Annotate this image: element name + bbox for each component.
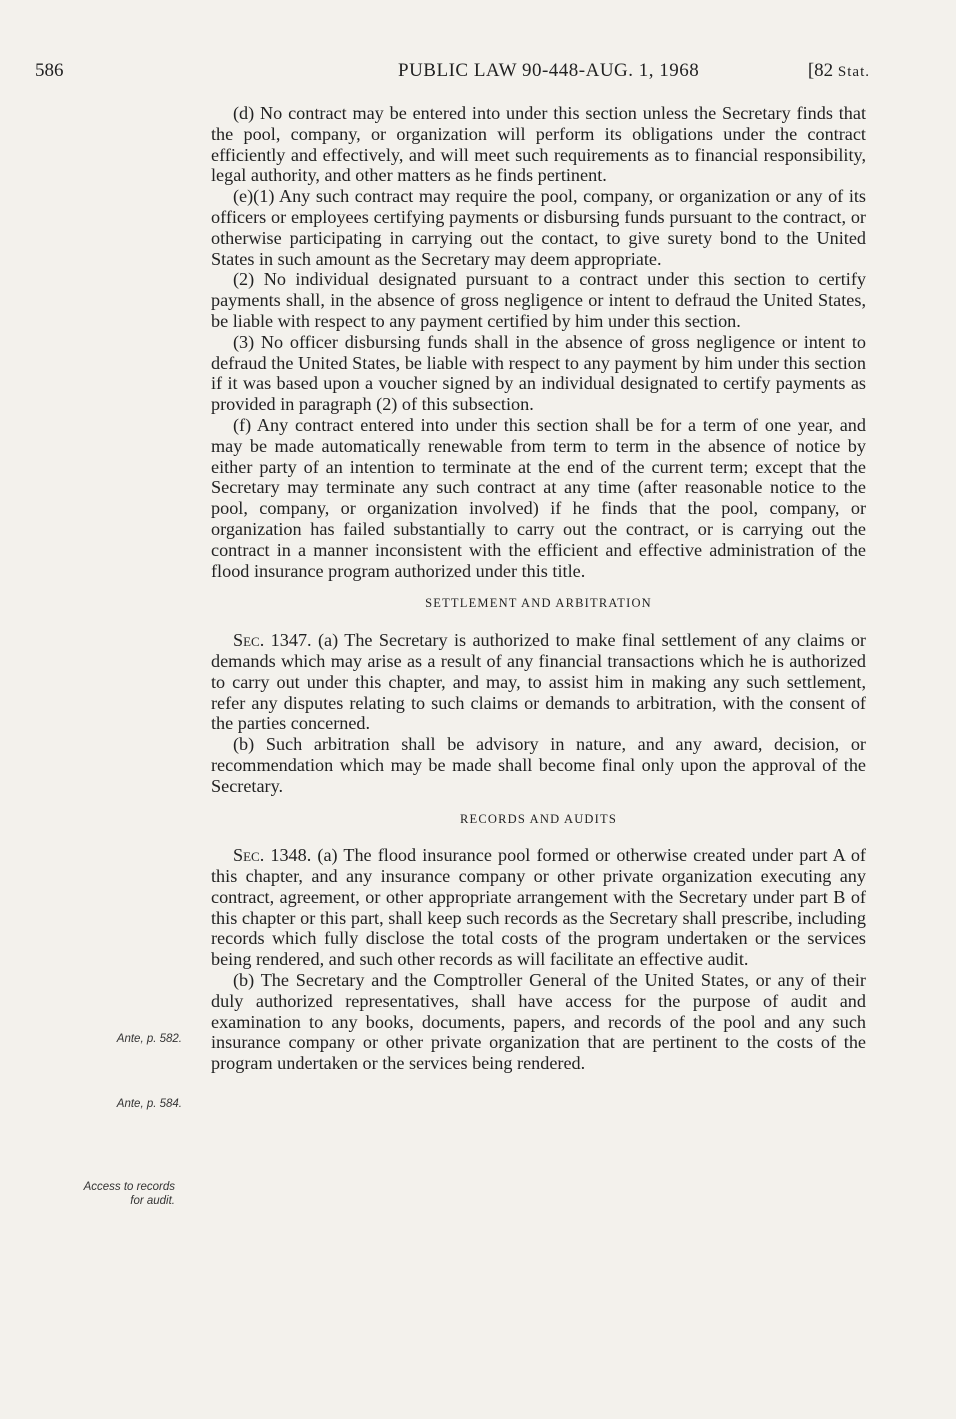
section-1347-a-text: (a) The Secretary is authorized to make final settlement of any claims or demands which may arise as a result of any financial transactions which he is authorized to carry out under this chapter, and may, to assist him in making any such settlement, refer any disputes relating to such claims or demands to arbitration, with the consent of the parties concerned.	[211, 630, 866, 734]
margin-note-access-records: Access to records for audit.	[83, 1181, 175, 1207]
section-1347-label: Sec. 1347.	[233, 630, 312, 651]
statute-label: Stat.	[837, 64, 870, 80]
section-1348-a-text: (a) The flood insurance pool formed or otherwise created under part A of this chapter, and any insurance company or other private organization executing any contract, agreement, or other appropriate arrangement with the Secretary under part B of this chapter or this part, shall keep such records as the Secretary shall prescribe, including records which fully disclose the total costs of the program undertaken or the services being rendered, and such other records as will facilitate an effective audit.	[211, 845, 866, 970]
section-1347-b: (b) Such arbitration shall be advisory in nature, and any award, decision, or recommendation which may be made shall become final only upon the approval of the Secretary.	[211, 734, 866, 796]
heading-records-audits: RECORDS AND AUDITS	[459, 811, 618, 826]
paragraph-f: (f) Any contract entered into under this section shall be for a term of one year, and may be made automatically renewable from term to term in the absence of notice by either party of an intention to terminate at the end of the current term; except that the Secretary may terminate any such contract at any time (after reasonable notice to the pool, company, or organization involved) if he finds that the pool, company, or organization has failed substantially to carry out the contract, or is carrying out the contract in a manner inconsistent with the efficient and effective administration of the flood insurance program authorized under this title.	[211, 414, 866, 581]
statute-prefix: [82	[807, 60, 838, 81]
margin-note-ante-584: Ante, p. 584.	[116, 1098, 182, 1110]
paragraph-e2: (2) No individual designated pursuant to a contract under this section to certify payments shall, in the absence of gross negligence or intent to defraud the United States, be liable with respect to any payment certified by him under this section.	[211, 269, 866, 331]
margin-note-ante-582: Ante, p. 582.	[116, 1033, 182, 1045]
running-title: PUBLIC LAW 90-448-AUG. 1, 1968	[398, 60, 700, 81]
page-number: 586	[35, 60, 64, 81]
paragraph-d: (d) No contract may be entered into under this section unless the Secretary finds that the pool, company, or organization will perform its obligations under the contract efficiently and effectively, and will meet such requirements as to financial responsibility, legal authority, and other matters as he finds pertinent.	[211, 103, 866, 186]
section-1348-label: Sec. 1348.	[233, 845, 312, 866]
section-1347-a	[211, 630, 866, 734]
paragraph-e1: (e)(1) Any such contract may require the pool, company, or organization or any of its officers or employees certifying payments or disbursing funds pursuant to the contract, or otherwise participating in carrying out the contact, to give surety bond to the United States in such amount as the Secretary may deem appropriate.	[211, 186, 866, 269]
body-text	[211, 103, 866, 1074]
section-1348-b: (b) The Secretary and the Comptroller General of the United States, or any of their duly authorized representatives, shall have access for the purpose of audit and examination to any books, documents, papers, and records of the pool and any such insurance company or other private organization that are pertinent to the costs of the program undertaken or the services being rendered.	[211, 970, 866, 1074]
heading-settlement-arbitration: SETTLEMENT AND ARBITRATION	[425, 596, 652, 611]
statute-reference	[808, 60, 870, 82]
page-header	[30, 60, 870, 88]
paragraph-e3: (3) No officer disbursing funds shall in the absence of gross negligence or intent to defraud the United States, be liable with respect to any payment by him under this section if it was based upon a voucher signed by an individual designated to certify payments as provided in paragraph (2) of this subsection.	[211, 331, 866, 415]
section-1348-a	[211, 845, 866, 970]
